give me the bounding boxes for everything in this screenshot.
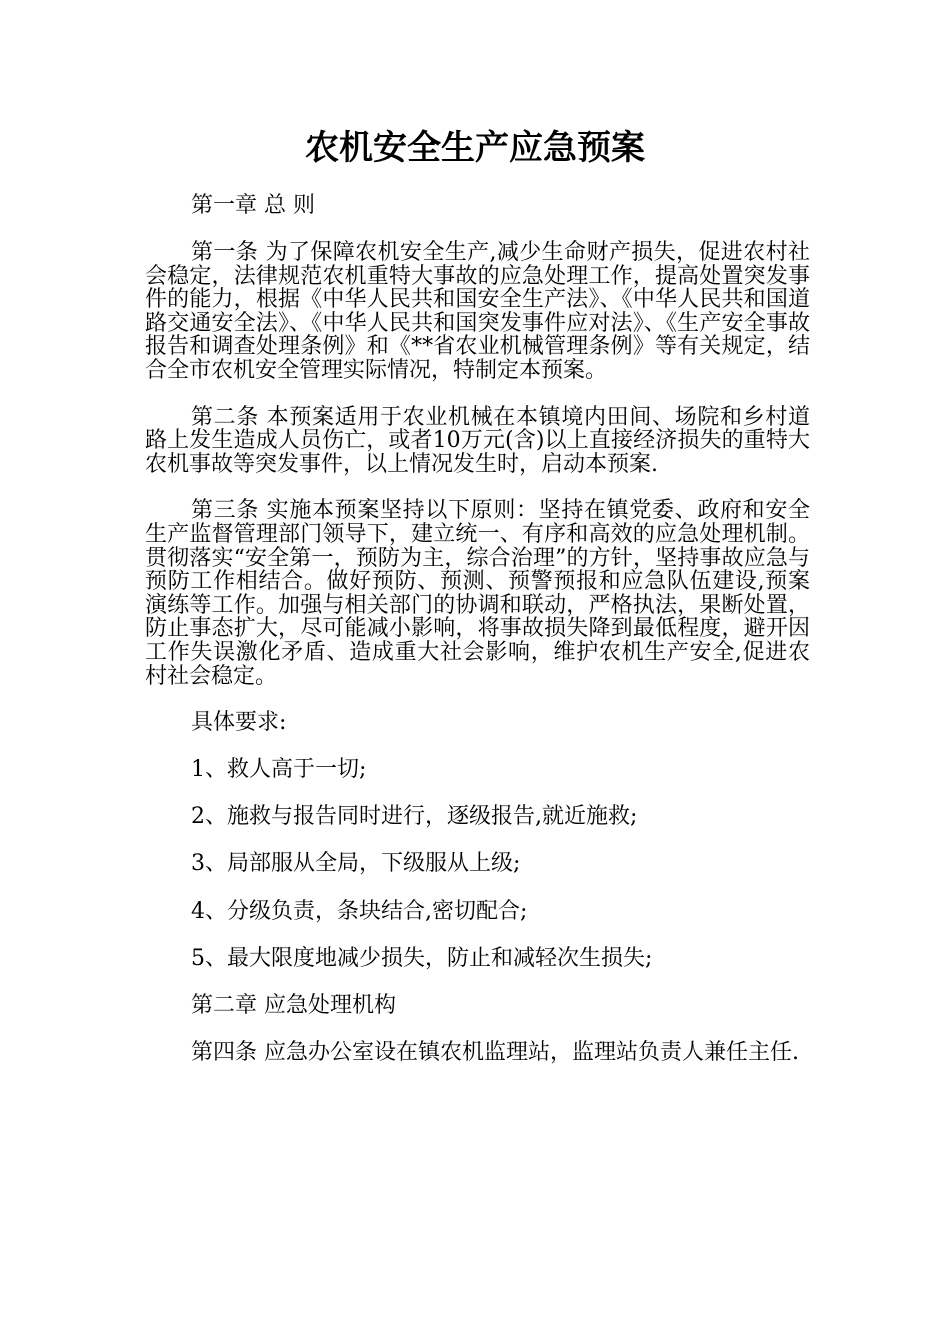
requirements-heading: 具体要求: (191, 710, 287, 736)
document-title: 农机安全生产应急预案 (305, 128, 645, 168)
requirement-item-3: 3、局部服从全局，下级服从上级; (191, 851, 521, 877)
article-3-paragraph: 第三条 实施本预案坚持以下原则：坚持在镇党委、政府和安全生产监督管理部门领导下，建立统一、有序和高效的应急处理机制。贯彻落实“安全第一，预防为主，综合治理”的方针，坚持事故应急与预防工作相结合。做好预防、预测、预警预报和应急队伍建设,预案演练等工作。加强与相关部门的协调和联动，严格执法，果断处置，防止事态扩大，尽可能减小影响，将事故损失降到最低程度，避开因工作失误激化矛盾、造成重大社会影响，维护农机生产安全,促进农村社会稳定。 (145, 498, 810, 689)
document-body (145, 194, 810, 1087)
article-4-paragraph: 第四条 应急办公室设在镇农机监理站，监理站负责人兼任主任. (191, 1039, 799, 1065)
requirement-item-1: 1、救人高于一切; (191, 757, 367, 783)
requirement-item-2: 2、施救与报告同时进行，逐级报告,就近施救; (191, 804, 638, 830)
chapter-1-heading: 第一章 总 则 (191, 193, 315, 218)
chapter-2-heading: 第二章 应急处理机构 (191, 992, 396, 1018)
article-1-paragraph: 第一条 为了保障农机安全生产,减少生命财产损失，促进农村社会稳定，法律规范农机重特大事故的应急处理工作，提高处置突发事件的能力，根据《中华人民共和国安全生产法》、《中华人民共和国道路交通安全法》、《中华人民共和国突发事件应对法》、《生产安全事故报告和调查处理条例》和《**省农业机械管理条例》等有关规定，结合全市农机安全管理实际情况，特制定本预案。 (145, 240, 810, 384)
requirement-item-4: 4、分级负责，条块结合,密切配合; (191, 898, 528, 924)
requirement-item-5: 5、最大限度地减少损失，防止和减轻次生损失; (191, 945, 653, 971)
article-2-paragraph: 第二条 本预案适用于农业机械在本镇境内田间、场院和乡村道路上发生造成人员伤亡，或者10万元(含)以上直接经济损失的重特大农机事故等突发事件，以上情况发生时，启动本预案. (145, 404, 810, 477)
